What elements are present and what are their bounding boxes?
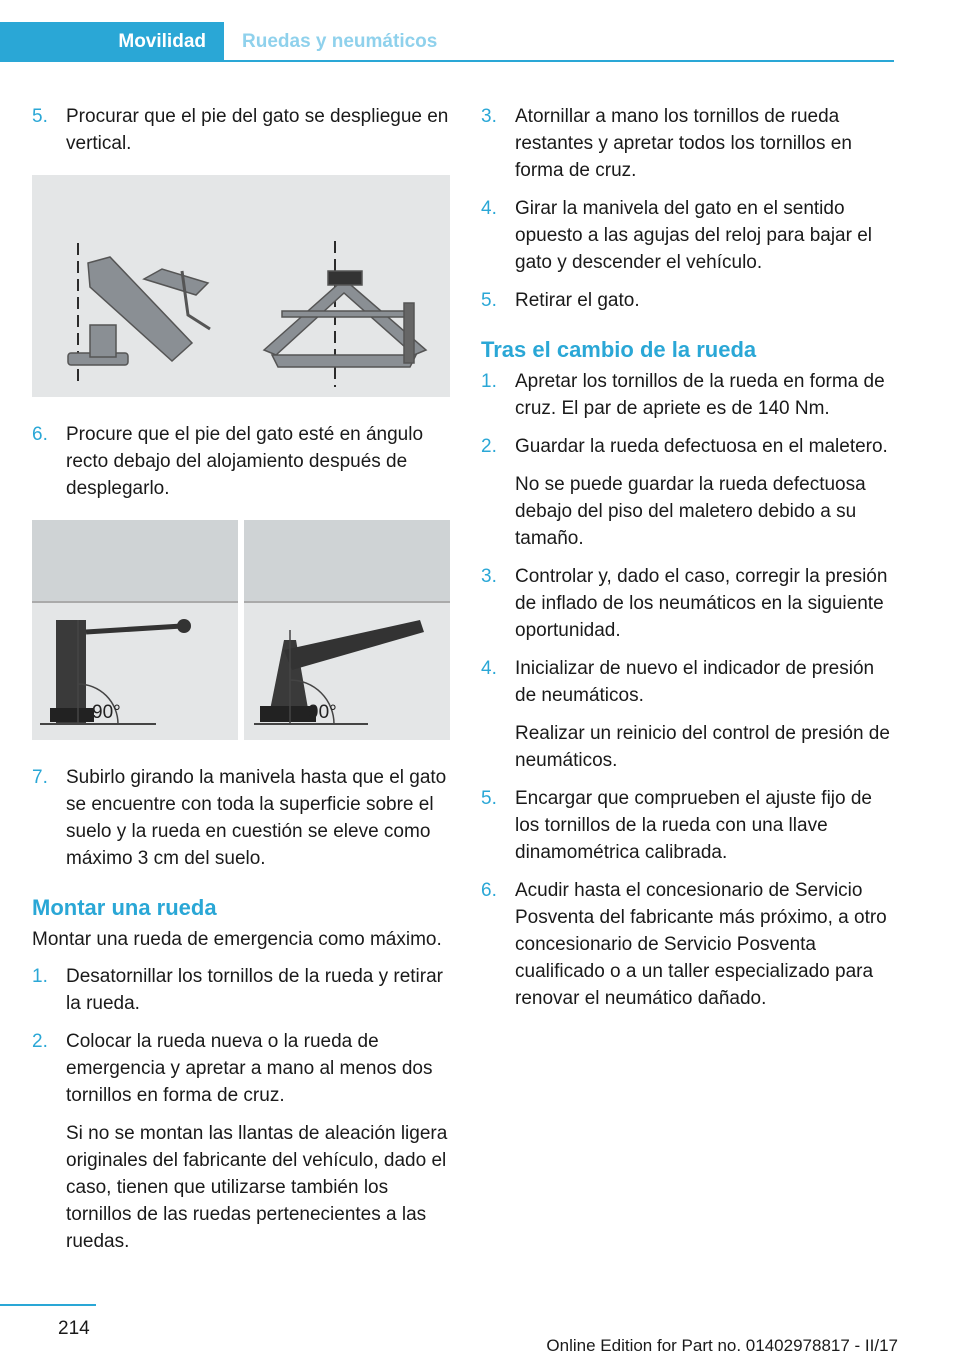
step-5-right [481,287,893,314]
step-4 [481,195,893,276]
header-rule [224,60,894,62]
step-number: 5. [481,290,497,311]
step-number: 4. [481,198,497,219]
step-number: 3. [481,106,497,127]
step-note: No se puede guardar la rueda defectuosa debajo del piso del maletero debido a su tamaño. [515,474,866,549]
step-number: 3. [481,566,497,587]
page-number: 214 [58,1318,90,1339]
after-step-1 [481,368,893,422]
section-heading-after-change: Tras el cambio de la rueda [481,337,757,362]
step-number: 2. [32,1031,48,1052]
angle-label: 90° [308,702,337,723]
section-label: Movilidad [118,31,206,52]
jack-angle-right-illustration [244,520,450,740]
step-number: 6. [32,424,48,445]
step-7 [32,764,450,872]
jack-angle-left-illustration [32,520,238,740]
jack-angle-figure [32,520,450,740]
mount-step-2 [32,1028,450,1255]
step-text: Inicializar de nuevo el indicador de presión de neumáticos. [515,658,875,706]
jack-angle-left-pane [32,520,238,740]
section-heading-mount-wheel: Montar una rueda [32,895,217,920]
step-number: 2. [481,436,497,457]
step-text: Subirlo girando la manivela hasta que el gato se encuentre con toda la superficie sobre el suelo y la rueda en cuestión se eleve como máximo 3 cm del suelo. [66,767,447,869]
step-5 [32,103,450,157]
step-note: Realizar un reinicio del control de presión de neumáticos. [515,723,890,771]
section-intro: Montar una rueda de emergencia como máximo. [32,929,442,950]
angle-label: 90° [92,702,121,723]
after-step-3 [481,563,893,644]
step-text: Apretar los tornillos de la rueda en forma de cruz. El par de apriete es de 140 Nm. [515,371,885,419]
jack-illustration [32,175,450,397]
step-note: Si no se montan las llantas de aleación ligera originales del fabricante del vehículo, dado el caso, tienen que utilizarse también los tornillos de las ruedas pertenecientes a las ruedas. [66,1123,448,1252]
step-number: 4. [481,658,497,679]
step-text: Procure que el pie del gato esté en ángulo recto debajo del alojamiento después de desplegarlo. [66,424,424,499]
step-text: Girar la manivela del gato en el sentido opuesto a las agujas del reloj para bajar el gato y descender el vehículo. [515,198,873,273]
step-number: 1. [481,371,497,392]
step-number: 5. [481,788,497,809]
chapter-title: Ruedas y neumáticos [242,31,438,52]
step-text: Atornillar a mano los tornillos de rueda restantes y apretar todos los tornillos en forma de cruz. [515,106,852,181]
section-tab [0,22,224,62]
step-3 [481,103,893,184]
step-text: Procurar que el pie del gato se despliegue en vertical. [66,106,449,154]
right-column [481,103,893,1023]
jack-vertical-figure [32,175,450,397]
step-text: Acudir hasta el concesionario de Servicio Posventa del fabricante más próximo, a otro concesionario de Servicio Posventa cualificado o a un taller especializado para renovar el neumático dañado. [515,880,887,1009]
step-text: Encargar que comprueben el ajuste fijo de los tornillos de la rueda con una llave dinamométrica calibrada. [515,788,873,863]
step-text: Desatornillar los tornillos de la rueda y retirar la rueda. [66,966,443,1014]
step-6 [32,421,450,502]
after-step-6 [481,877,893,1012]
left-column [32,103,450,1266]
jack-angle-right-pane [244,520,450,740]
step-number: 7. [32,767,48,788]
after-step-2 [481,433,893,552]
after-step-5 [481,785,893,866]
step-text: Colocar la rueda nueva o la rueda de emergencia y apretar a mano al menos dos tornillos en forma de cruz. [66,1031,433,1106]
step-text: Controlar y, dado el caso, corregir la presión de inflado de los neumáticos en la siguiente oportunidad. [515,566,888,641]
step-text: Retirar el gato. [515,290,640,311]
step-text: Guardar la rueda defectuosa en el maletero. [515,436,888,457]
mount-step-1 [32,963,450,1017]
edition-note: Online Edition for Part no. 01402978817 - II/17 [546,1336,898,1355]
step-number: 1. [32,966,48,987]
after-step-4 [481,655,893,774]
step-number: 5. [32,106,48,127]
footer-rule [0,1304,96,1306]
step-number: 6. [481,880,497,901]
